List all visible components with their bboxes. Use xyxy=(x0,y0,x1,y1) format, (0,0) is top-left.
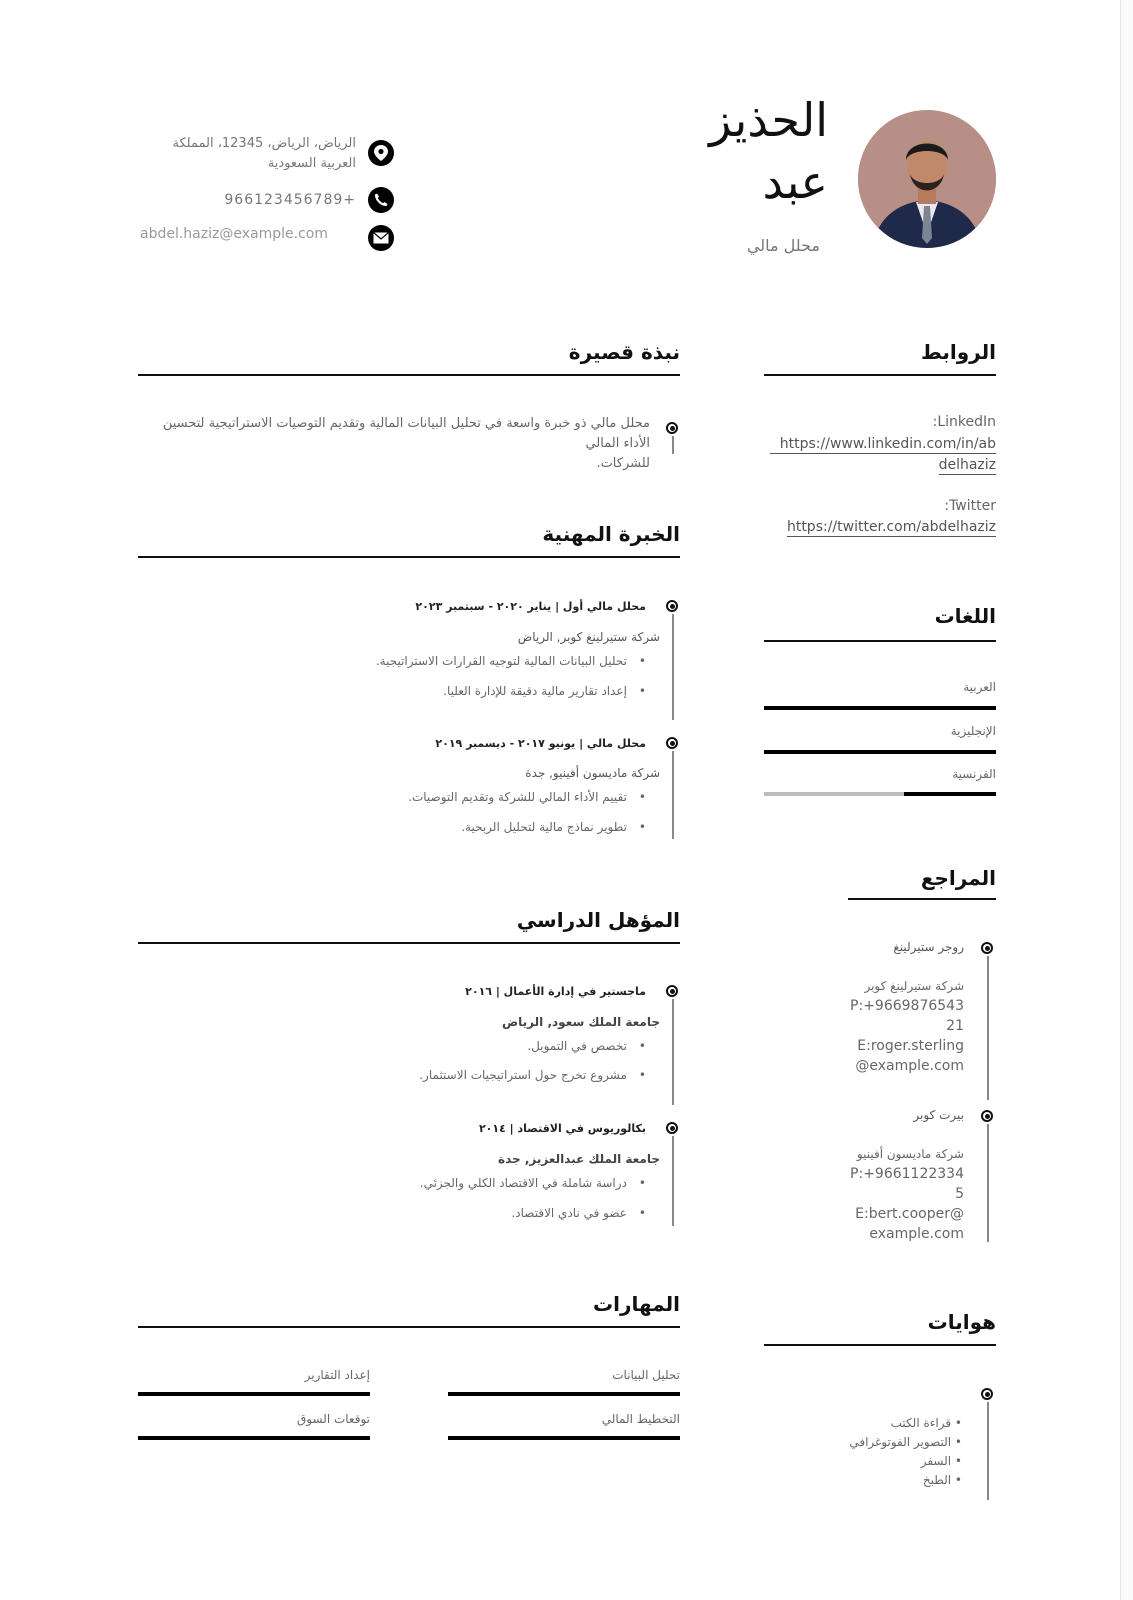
twitter-url[interactable]: https://twitter.com/abdelhaziz xyxy=(786,519,996,535)
summary-rule xyxy=(138,374,680,376)
education-bullet: • دراسة شاملة في الاقتصاد الكلي والجزئي. xyxy=(200,1176,646,1190)
language-bar-fill xyxy=(764,706,996,710)
experience-company: شركة ستيرلينغ كوبر, الرياض xyxy=(517,630,660,644)
reference-phone-1: P:+9669876543 xyxy=(850,998,964,1014)
phone-number[interactable]: 966123456789+ xyxy=(224,192,356,208)
references-rule xyxy=(848,898,996,900)
reference-phone-1: P:+9661122334 xyxy=(850,1166,964,1182)
address xyxy=(140,134,356,174)
education-title: ماجستير في إدارة الأعمال | ٢٠١٦ xyxy=(465,985,646,998)
name-line-1: الحذيز xyxy=(709,93,828,147)
experience-title: محلل مالي | يونيو ٢٠١٧ - ديسمبر ٢٠١٩ xyxy=(435,737,646,750)
languages-heading: اللغات xyxy=(934,604,996,628)
education-title: بكالوريوس في الاقتصاد | ٢٠١٤ xyxy=(478,1122,646,1135)
education-bullet: • تخصص في التمويل. xyxy=(200,1039,646,1053)
education-heading: المؤهل الدراسي xyxy=(516,908,680,932)
skill-bar xyxy=(138,1392,370,1396)
linkedin-label: :LinkedIn xyxy=(932,414,996,430)
timeline-dot xyxy=(981,942,993,954)
reference-email-1: E:bert.cooper@ xyxy=(855,1206,964,1222)
summary-line-2: للشركات. xyxy=(596,456,650,471)
experience-bullet: • تقييم الأداء المالي للشركة وتقديم التوصيات. xyxy=(200,790,646,804)
language-name: العربية xyxy=(963,680,996,694)
address-line-2: العربية السعودية xyxy=(267,156,356,171)
skills-heading: المهارات xyxy=(593,1292,680,1316)
hobby-item: • الطبخ xyxy=(780,1471,962,1490)
timeline-line xyxy=(672,614,674,720)
language-name: الإنجليزية xyxy=(950,724,996,738)
timeline-dot xyxy=(981,1388,993,1400)
skill-name: إعداد التقارير xyxy=(304,1368,370,1382)
experience-bullet: • تطوير نماذج مالية لتحليل الربحية. xyxy=(200,820,646,834)
references-heading: المراجع xyxy=(920,866,996,890)
twitter-link[interactable] xyxy=(764,516,996,537)
location-icon xyxy=(368,140,394,166)
links-heading: الروابط xyxy=(920,340,996,364)
links-rule xyxy=(764,374,996,376)
hobbies-list xyxy=(780,1414,962,1490)
reference-company: شركة ستيرلينغ كوبر xyxy=(864,979,964,993)
reference-email-2: example.com xyxy=(869,1226,964,1242)
skill-name: توقعات السوق xyxy=(296,1412,370,1426)
job-title: محلل مالي xyxy=(746,236,820,255)
reference-name: بيرت كوبر xyxy=(913,1108,964,1122)
timeline-line xyxy=(672,999,674,1105)
linkedin-url-line-1[interactable]: https://www.linkedin.com/in/ab xyxy=(770,436,996,454)
languages-rule xyxy=(764,640,996,642)
skill-bar xyxy=(448,1436,680,1440)
reference-email-1: E:roger.sterling xyxy=(857,1038,964,1054)
name-line-2: عبد xyxy=(762,155,828,209)
language-name: الفرنسية xyxy=(952,767,996,781)
summary-line-1: محلل مالي ذو خبرة واسعة في تحليل البيانات المالية وتقديم التوصيات الاستراتيجية لتحسين الأداء المالي xyxy=(162,416,650,451)
education-rule xyxy=(138,942,680,944)
reference-company: شركة ماديسون أفينيو xyxy=(856,1147,964,1161)
language-bar-fill xyxy=(904,792,996,796)
skill-bar xyxy=(448,1392,680,1396)
hobby-item: • التصوير الفوتوغرافي xyxy=(780,1433,962,1452)
education-school: جامعة الملك عبدالعزيز, جدة xyxy=(498,1152,660,1166)
experience-bullet: • إعداد تقارير مالية دقيقة للإدارة العليا. xyxy=(200,684,646,698)
hobby-item: • السفر xyxy=(780,1452,962,1471)
experience-rule xyxy=(138,556,680,558)
experience-title: محلل مالي أول | يناير ٢٠٢٠ - سبتمبر ٢٠٢٣ xyxy=(415,600,646,613)
skill-name: التخطيط المالي xyxy=(601,1412,680,1426)
education-bullet: • عضو في نادي الاقتصاد. xyxy=(200,1206,646,1220)
timeline-dot xyxy=(666,600,678,612)
timeline-line xyxy=(987,1402,989,1500)
skill-name: تحليل البيانات xyxy=(612,1368,680,1382)
reference-phone-2: 21 xyxy=(946,1018,964,1034)
linkedin-url-line-2[interactable]: delhaziz xyxy=(938,457,996,473)
timeline-line xyxy=(987,1124,989,1242)
experience-bullet: • تحليل البيانات المالية لتوجيه القرارات الاستراتيجية. xyxy=(200,654,646,668)
hobbies-rule xyxy=(764,1344,996,1346)
timeline-line xyxy=(672,1136,674,1226)
language-bar-fill xyxy=(764,750,996,754)
experience-heading: الخبرة المهنية xyxy=(542,522,680,546)
person-photo-icon xyxy=(858,110,996,248)
timeline-line xyxy=(672,751,674,839)
page-edge xyxy=(1120,0,1133,1600)
phone-icon xyxy=(368,187,394,213)
skill-bar xyxy=(138,1436,370,1440)
hobbies-heading: هوايات xyxy=(927,1310,996,1334)
timeline-line xyxy=(672,436,674,454)
summary-text xyxy=(138,414,650,474)
linkedin-link[interactable] xyxy=(764,433,996,475)
reference-phone-2: 5 xyxy=(955,1186,964,1202)
hobby-item: • قراءة الكتب xyxy=(780,1414,962,1433)
email-icon xyxy=(368,225,394,251)
timeline-dot xyxy=(666,422,678,434)
reference-name: روجر ستيرلينغ xyxy=(893,940,964,954)
email-address[interactable]: abdel.haziz@example.com xyxy=(140,226,328,242)
twitter-label: :Twitter xyxy=(944,498,996,514)
education-school: جامعة الملك سعود, الرياض xyxy=(502,1015,660,1029)
experience-company: شركة ماديسون أفينيو, جدة xyxy=(525,766,660,780)
profile-photo xyxy=(858,110,996,248)
summary-heading: نبذة قصيرة xyxy=(568,340,680,364)
timeline-dot xyxy=(666,1122,678,1134)
reference-details xyxy=(780,1144,964,1244)
timeline-dot xyxy=(981,1110,993,1122)
address-line-1: الرياض، الرياض، 12345، المملكة xyxy=(172,136,356,151)
education-bullet: • مشروع تخرج حول استراتيجيات الاستثمار. xyxy=(200,1068,646,1082)
skills-rule xyxy=(138,1326,680,1328)
timeline-line xyxy=(987,956,989,1100)
full-name xyxy=(700,92,828,210)
timeline-dot xyxy=(666,737,678,749)
timeline-dot xyxy=(666,985,678,997)
reference-email-2: @example.com xyxy=(855,1058,964,1074)
reference-details xyxy=(780,976,964,1076)
